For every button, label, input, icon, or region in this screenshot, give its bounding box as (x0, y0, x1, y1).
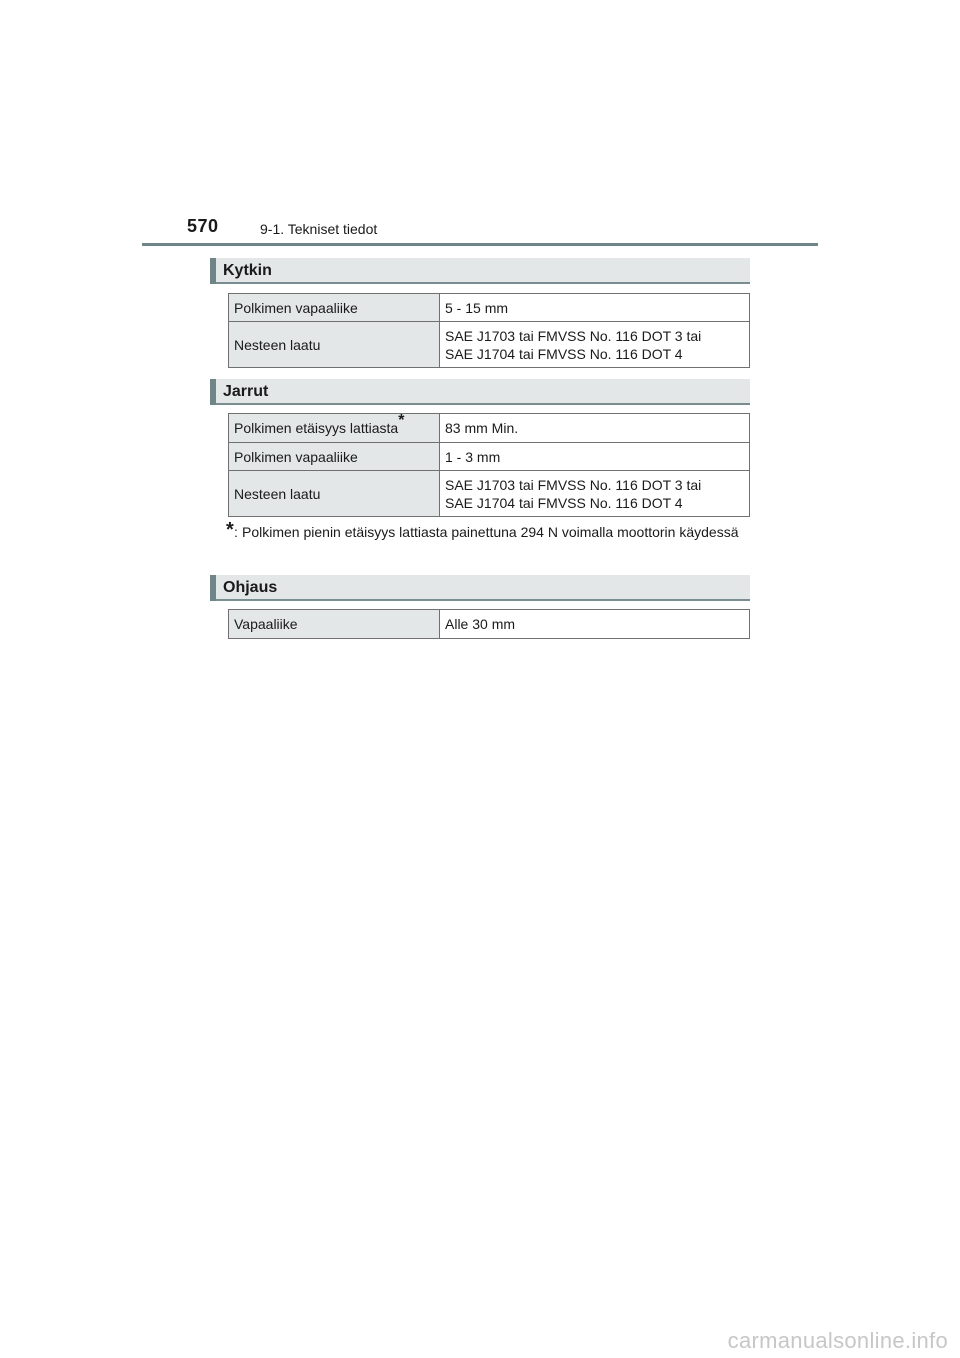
value-line: SAE J1704 tai FMVSS No. 116 DOT 4 (445, 494, 683, 511)
table-row (229, 414, 750, 443)
table-row (229, 322, 750, 368)
table-row (229, 610, 750, 639)
footnote-colon: : (234, 524, 238, 540)
chapter-title: 9-1. Tekniset tiedot (260, 221, 378, 237)
row-label-text: Polkimen etäisyys lattiasta (234, 420, 399, 436)
table-row (229, 471, 750, 517)
header-rule (142, 243, 818, 246)
row-label (229, 414, 440, 443)
row-label: Nesteen laatu (229, 471, 440, 517)
row-value (440, 322, 750, 368)
row-label: Polkimen vapaaliike (229, 294, 440, 322)
row-label: Polkimen vapaaliike (229, 443, 440, 471)
footnote-text: Polkimen pienin etäisyys lattiasta painettuna 294 N voimalla moottorin käydessä (242, 524, 739, 540)
value-line: SAE J1703 tai FMVSS No. 116 DOT 3 tai (445, 476, 702, 493)
section-title: Ohjaus (223, 579, 278, 596)
page-number: 570 (187, 216, 219, 236)
section-title: Kytkin (223, 262, 272, 279)
row-label: Vapaaliike (229, 610, 440, 639)
row-value (440, 294, 750, 322)
value-line: SAE J1703 tai FMVSS No. 116 DOT 3 tai (445, 327, 702, 344)
value-line: 5 - 15 mm (445, 299, 509, 316)
section-title: Jarrut (223, 383, 269, 400)
spec-table-ohjaus (228, 609, 750, 639)
spec-table-kytkin (228, 293, 750, 368)
spec-table-jarrut (228, 413, 750, 517)
section-heading-ohjaus (210, 575, 750, 601)
table-row (229, 294, 750, 322)
footnote-marker: * (398, 412, 405, 430)
footnote-star: * (226, 519, 234, 541)
row-value (440, 610, 750, 639)
watermark: carmanualsonline.info (727, 1328, 948, 1353)
row-value (440, 443, 750, 471)
row-value (440, 471, 750, 517)
table-row (229, 443, 750, 471)
value-line: 1 - 3 mm (445, 448, 501, 465)
value-line: 83 mm Min. (445, 420, 519, 436)
footnote (226, 519, 746, 542)
value-line: Alle 30 mm (445, 616, 516, 632)
section-heading-kytkin (210, 258, 750, 284)
value-line: SAE J1704 tai FMVSS No. 116 DOT 4 (445, 345, 683, 362)
section-heading-jarrut (210, 379, 750, 405)
row-value (440, 414, 750, 443)
row-label: Nesteen laatu (229, 322, 440, 368)
